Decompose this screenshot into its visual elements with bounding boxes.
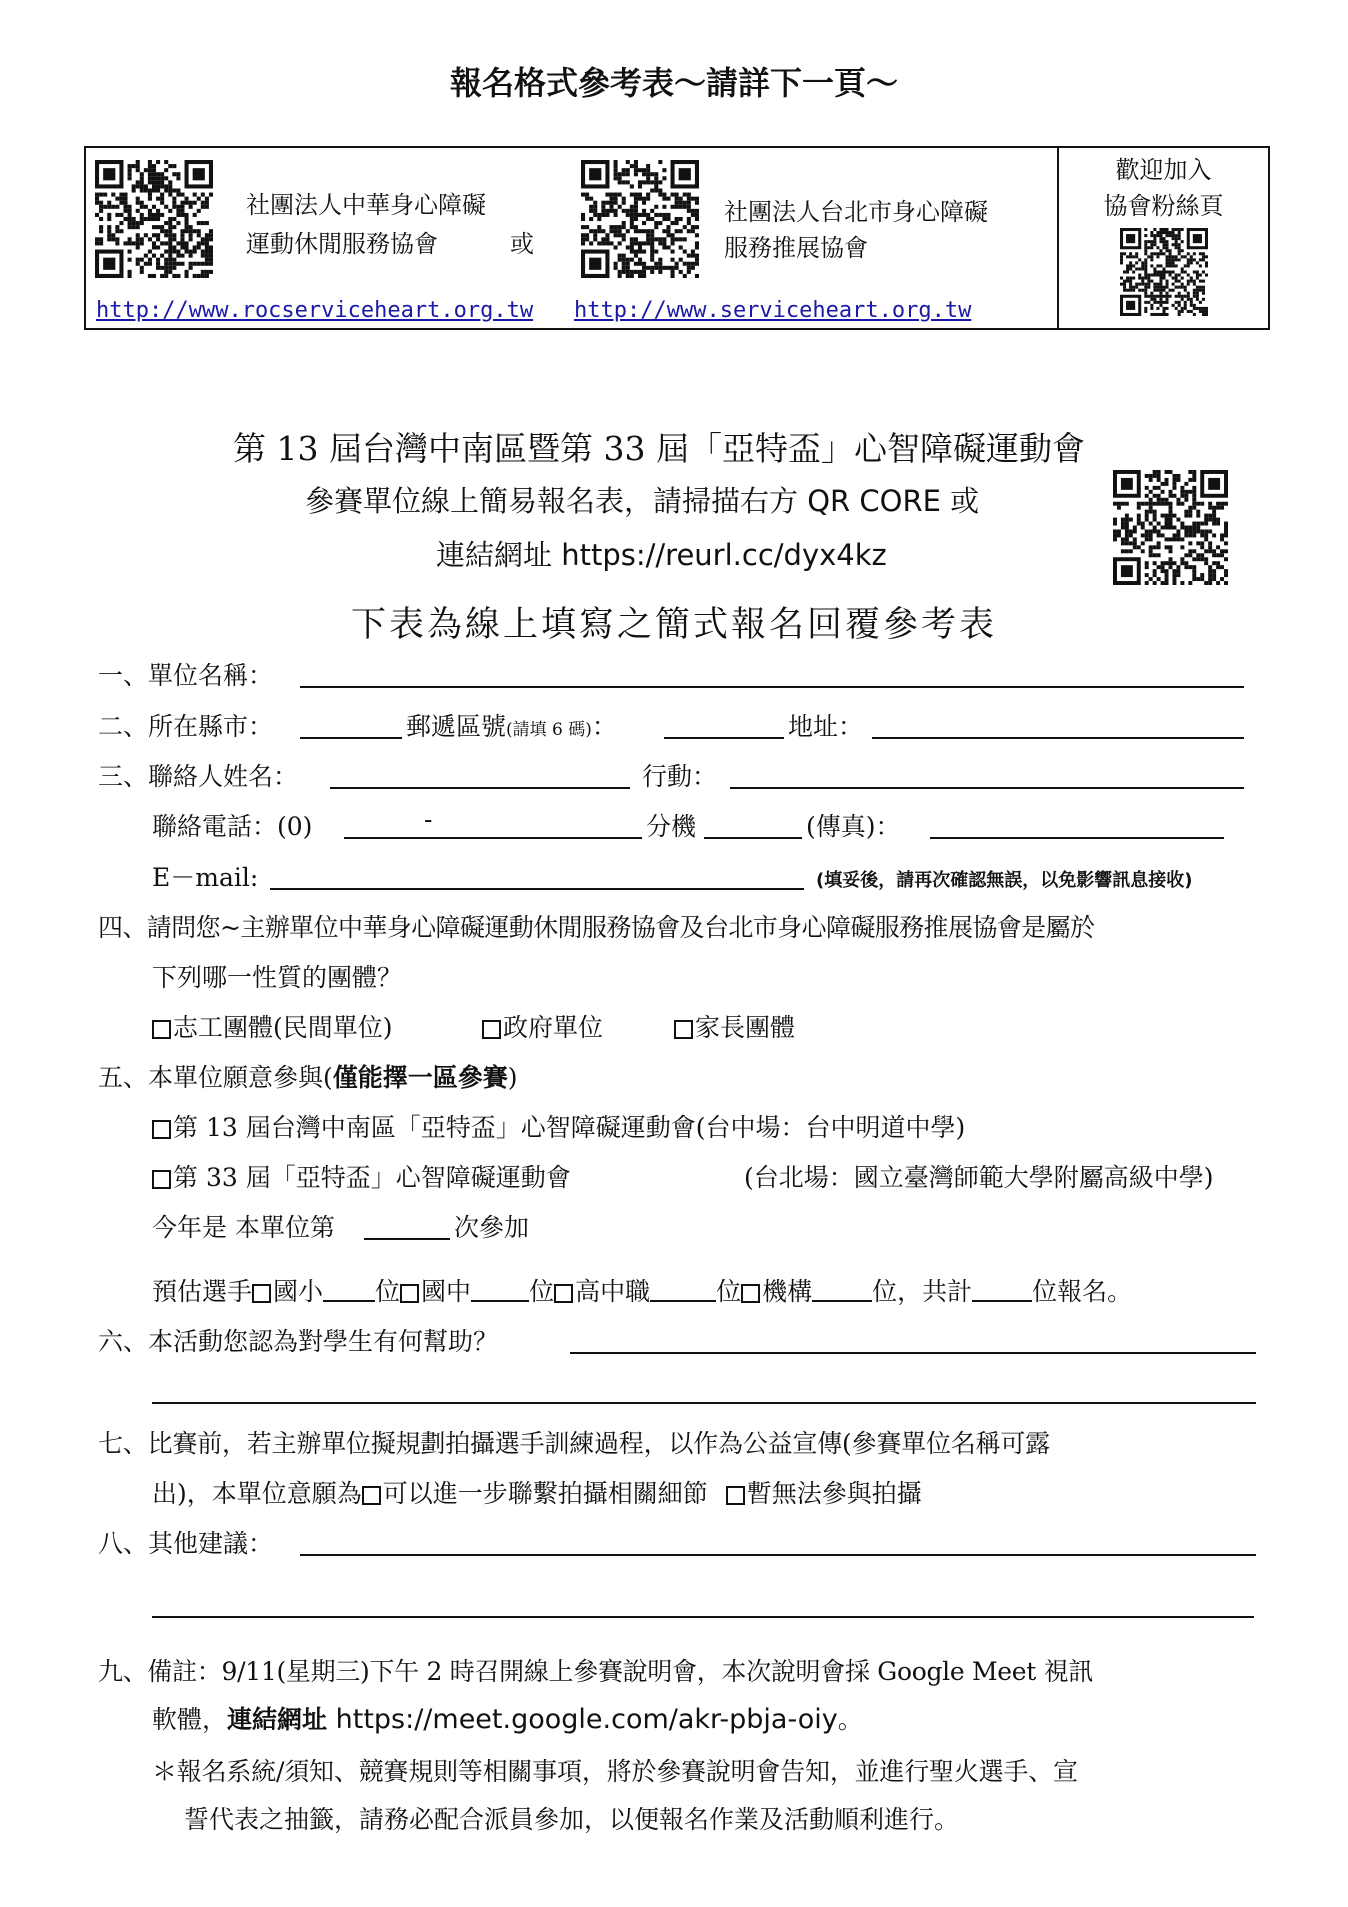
q5-label: 五、本單位願意參與(僅能擇一區參賽) <box>98 1063 518 1092</box>
fax-field[interactable] <box>930 837 1224 839</box>
zip-field[interactable] <box>664 737 784 739</box>
estimated-athletes-row: 預估選手 國小 位 國中 位 高中職 位 機構 位，共計 位報名。 <box>152 1277 1133 1306</box>
q3-label: 三、聯絡人姓名： <box>98 762 299 791</box>
address-label: 地址： <box>788 712 864 741</box>
fax-label: (傳真)： <box>806 812 901 841</box>
extension-field[interactable] <box>704 837 802 839</box>
checkbox-icon[interactable] <box>674 1020 693 1039</box>
q9-note-line1: 九、備註：9/11(星期三)下午 2 時召開線上參賽說明會，本次說明會採 Google Meet 視訊 <box>98 1657 1094 1686</box>
checkbox-icon[interactable] <box>152 1170 171 1189</box>
participation-count-label: 今年是 本單位第 <box>152 1213 335 1242</box>
address-field[interactable] <box>872 737 1244 739</box>
q4-question-line2: 下列哪一性質的團體？ <box>152 963 403 992</box>
qr-code-icon <box>1113 470 1228 585</box>
checkbox-icon[interactable] <box>362 1486 381 1505</box>
title-line3: 連結網址 https://reurl.cc/dyx4kz <box>436 538 887 572</box>
q4-question-line1: 四、請問您~主辦單位中華身心障礙運動休閒服務協會及台北市身心障礙服務推展協會是屬於 <box>98 913 1095 942</box>
page-header: 報名格式參考表～請詳下一頁～ <box>449 64 898 102</box>
checkbox-icon[interactable] <box>152 1020 171 1039</box>
checkbox-icon[interactable] <box>252 1284 271 1303</box>
q5-option-taipei[interactable]: 第 33 屆「亞特盃」心智障礙運動會 <box>152 1158 571 1194</box>
junior-high-count-field[interactable] <box>471 1278 529 1302</box>
q7-question-line2: 出)，本單位意願為 可以進一步聯繫拍攝相關細節 暫無法參與拍攝 <box>152 1479 922 1508</box>
zip-label: 郵遞區號(請填 6 碼)： <box>406 712 617 741</box>
q6-label: 六、本活動您認為對學生有何幫助？ <box>98 1327 499 1356</box>
checkbox-icon[interactable] <box>741 1284 760 1303</box>
mobile-label: 行動： <box>642 762 718 791</box>
qr-code-icon <box>1120 228 1208 316</box>
remark-line1: ＊報名系統/須知、競賽規則等相關事項，將於參賽說明會告知，並進行聖火選手、宣 <box>152 1757 1078 1786</box>
q4-option-government[interactable]: 政府單位 <box>482 1008 603 1044</box>
phone-field[interactable] <box>344 837 642 839</box>
unit-name-field[interactable] <box>300 686 1244 688</box>
extension-label: 分機 <box>646 812 697 841</box>
org2-name-line2: 服務推展協會 <box>724 234 868 262</box>
checkbox-icon[interactable] <box>400 1284 419 1303</box>
q6-answer-field-2[interactable] <box>152 1402 1256 1404</box>
org2-name-line1: 社團法人台北市身心障礙 <box>724 198 988 226</box>
q6-answer-field-1[interactable] <box>570 1352 1256 1354</box>
email-label: E－mail: <box>152 863 259 892</box>
q4-option-parents[interactable]: 家長團體 <box>674 1008 795 1044</box>
org1-url-link[interactable]: http://www.rocserviceheart.org.tw <box>96 298 534 323</box>
senior-high-count-field[interactable] <box>650 1278 716 1302</box>
contact-name-field[interactable] <box>330 787 630 789</box>
q7-question-line1: 七、比賽前，若主辦單位擬規劃拍攝選手訓練過程，以作為公益宣傳(參賽單位名稱可露 <box>98 1429 1050 1458</box>
checkbox-icon[interactable] <box>726 1486 745 1505</box>
fans-text-line1: 歡迎加入 <box>1115 156 1212 184</box>
remark-line2: 誓代表之抽籤，請務必配合派員參加，以便報名作業及活動順利進行。 <box>184 1805 960 1834</box>
q1-label: 一、單位名稱： <box>98 661 274 690</box>
phone-label: 聯絡電話：(0) <box>152 812 313 841</box>
participation-count-field[interactable] <box>364 1238 450 1240</box>
county-field[interactable] <box>300 737 402 739</box>
institution-count-field[interactable] <box>812 1278 872 1302</box>
title-line2: 參賽單位線上簡易報名表，請掃描右方 QR CORE 或 <box>305 484 980 518</box>
q5-option-taipei-venue: (台北場：國立臺灣師範大學附屬高級中學) <box>744 1163 1214 1192</box>
qr-code-icon <box>581 160 699 278</box>
email-field[interactable] <box>270 888 804 890</box>
q2-label: 二、所在縣市： <box>98 712 274 741</box>
qr-code-icon <box>95 160 213 278</box>
org1-name-line1: 社團法人中華身心障礙 <box>246 191 486 219</box>
q9-note-line2: 軟體，連結網址 https://meet.google.com/akr-pbja-oiy。 <box>152 1704 863 1735</box>
form-subtitle: 下表為線上填寫之簡式報名回覆參考表 <box>350 605 997 645</box>
q8-answer-field-1[interactable] <box>300 1554 1256 1556</box>
fans-text-line2: 協會粉絲頁 <box>1103 192 1224 220</box>
q5-option-central-south[interactable]: 第 13 屆台灣中南區「亞特盃」心智障礙運動會(台中場：台中明道中學) <box>152 1108 965 1144</box>
q8-answer-field-2[interactable] <box>152 1616 1254 1618</box>
email-note: (填妥後，請再次確認無誤，以免影響訊息接收) <box>816 870 1193 891</box>
org1-name-line2: 運動休閒服務協會 <box>246 230 438 258</box>
total-count-field[interactable] <box>972 1278 1032 1302</box>
q4-option-volunteer[interactable]: 志工團體(民間單位) <box>152 1008 393 1044</box>
checkbox-icon[interactable] <box>152 1120 171 1139</box>
event-title: 第 13 屆台灣中南區暨第 33 屆「亞特盃」心智障礙運動會 <box>233 429 1085 468</box>
org2-url-link[interactable]: http://www.serviceheart.org.tw <box>574 298 972 323</box>
phone-dash: - <box>424 805 433 834</box>
or-text: 或 <box>510 230 534 258</box>
checkbox-icon[interactable] <box>554 1284 573 1303</box>
participation-count-suffix: 次參加 <box>454 1213 530 1242</box>
meet-url-link[interactable]: https://meet.google.com/akr-pbja-oiy <box>327 1704 838 1735</box>
q8-label: 八、其他建議： <box>98 1529 274 1558</box>
mobile-field[interactable] <box>730 787 1244 789</box>
elementary-count-field[interactable] <box>323 1278 375 1302</box>
checkbox-icon[interactable] <box>482 1020 501 1039</box>
